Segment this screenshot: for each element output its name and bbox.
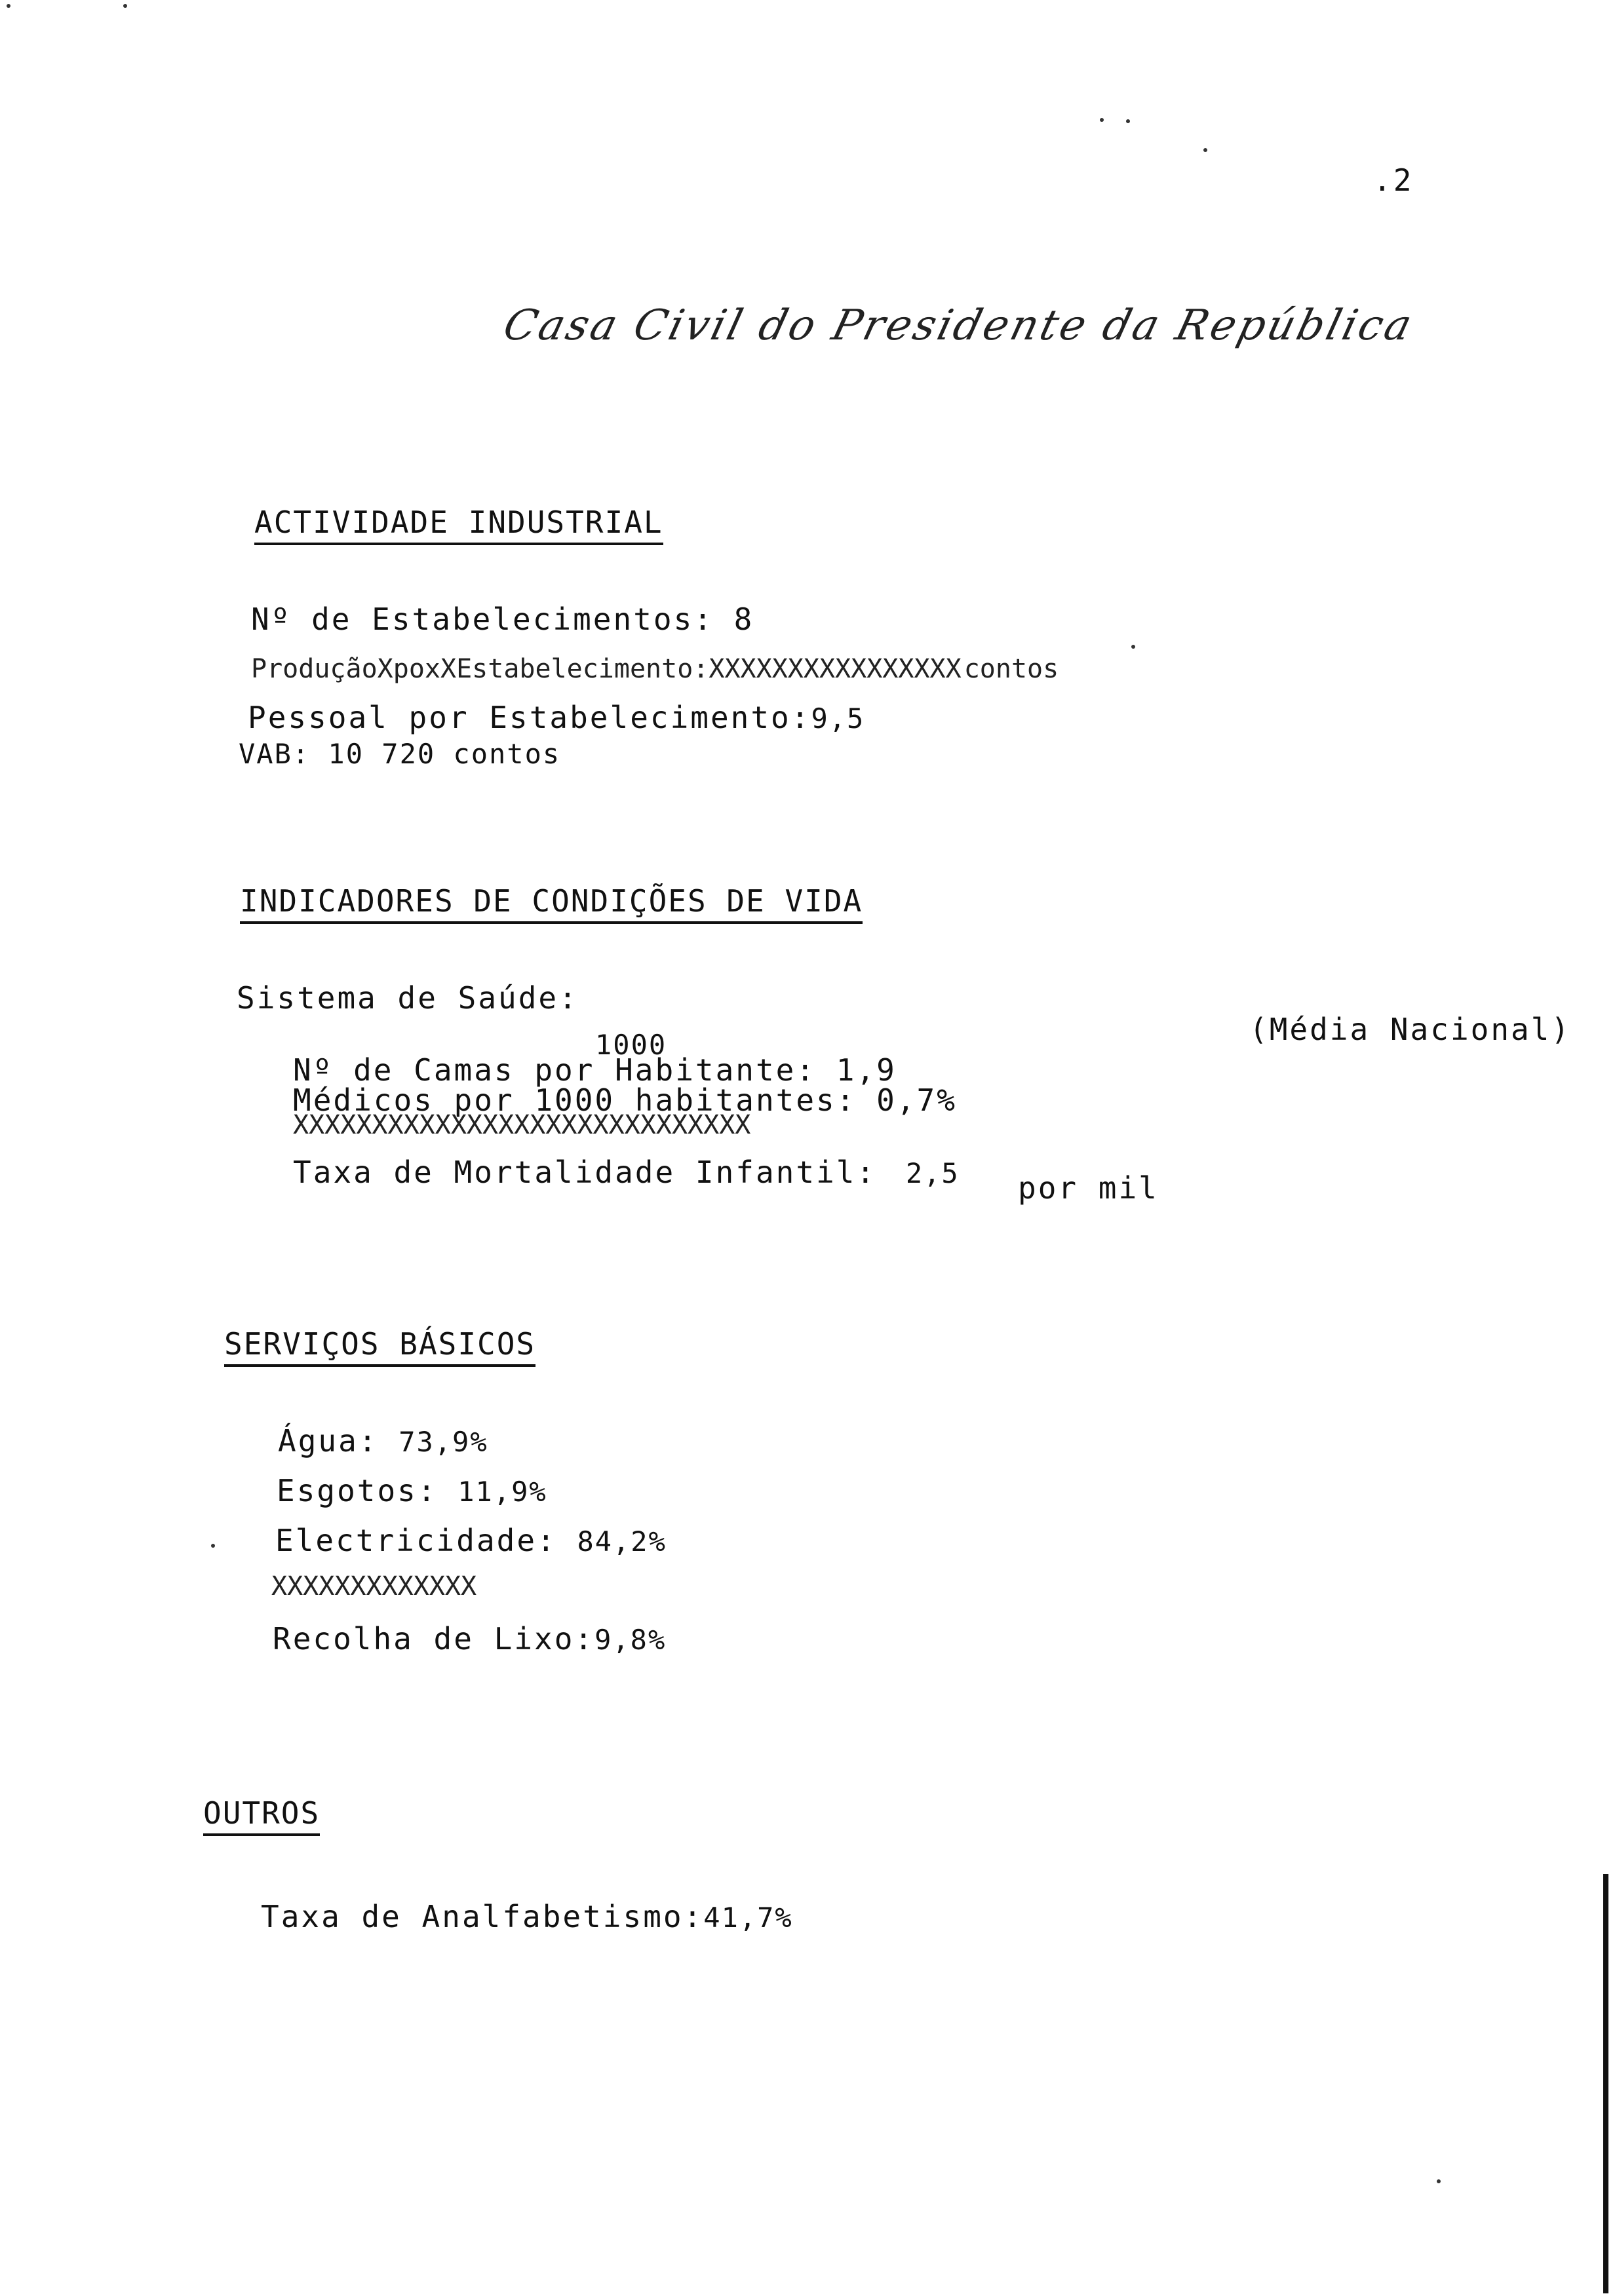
illiteracy-value: 41,7% [703, 1902, 793, 1934]
staff-value: 9,5 [811, 702, 865, 735]
illiteracy-label: Taxa de Analfabetismo: [261, 1899, 704, 1934]
struck-out-line-living: XXXXXXXXXXXXXXXXXXXXXXXXXXXXX [293, 1110, 751, 1140]
scan-speck [7, 4, 10, 8]
struck-out-line-services: XXXXXXXXXXXXX [271, 1571, 477, 1601]
infant-mortality-label: Taxa de Mortalidade Infantil: [293, 1155, 877, 1190]
sewage-row [277, 1473, 547, 1508]
letterhead: Casa Civil do Presidente da República [498, 301, 1419, 350]
scan-speck [1100, 118, 1104, 122]
electricity-label: Electricidade: [275, 1523, 557, 1558]
scan-speck [1126, 119, 1130, 123]
scan-speck [123, 4, 127, 8]
garbage-row [273, 1621, 666, 1656]
scan-speck [1203, 148, 1207, 152]
sewage-value: 11,9% [457, 1476, 547, 1508]
water-value: 73,9% [399, 1426, 488, 1458]
scan-edge-line [1603, 1874, 1608, 2293]
infant-mortality-value: 2,5 [905, 1157, 960, 1189]
struck-out-suffix: contos [963, 654, 1059, 684]
scan-speck [1131, 645, 1135, 649]
garbage-value: 9,8% [594, 1624, 667, 1656]
garbage-label: Recolha de Lixo: [273, 1621, 595, 1656]
scan-speck [1437, 2179, 1441, 2183]
struck-out-line [251, 654, 1059, 684]
beds-per-inhabitant: Nº de Camas por Habitante: 1,9 [293, 1052, 897, 1088]
establishments-count: Nº de Estabelecimentos: 8 [251, 602, 754, 637]
page-number: .2 [1373, 163, 1414, 198]
national-average-label: (Média Nacional) [1249, 1012, 1572, 1047]
section-heading-others: OUTROS [203, 1795, 320, 1836]
section-heading-industrial: ACTIVIDADE INDUSTRIAL [254, 505, 663, 545]
water-row [278, 1423, 488, 1459]
vab-value: VAB: 10 720 contos [239, 738, 561, 770]
sewage-label: Esgotos: [277, 1473, 438, 1508]
health-system-label: Sistema de Saúde: [237, 980, 579, 1016]
section-heading-basic-services: SERVIÇOS BÁSICOS [224, 1326, 535, 1367]
electricity-row [275, 1523, 667, 1558]
struck-out-text: ProduçãoXpoxXEstabelecimento:XXXXXXXXXXXXXXXX [251, 654, 962, 684]
staff-label: Pessoal por Estabelecimento: [248, 700, 811, 735]
per-mil-unit: por mil [1018, 1170, 1159, 1206]
staff-per-establishment [248, 700, 865, 735]
water-label: Água: [278, 1423, 379, 1459]
electricity-value: 84,2% [577, 1525, 667, 1558]
infant-mortality [293, 1155, 960, 1190]
doctors-per-1000: Médicos por 1000 habitantes: 0,7% [293, 1082, 957, 1118]
beds-superscript: 1000 [595, 1029, 667, 1061]
section-heading-living-conditions: INDICADORES DE CONDIÇÕES DE VIDA [240, 883, 863, 924]
scan-speck [211, 1544, 215, 1548]
illiteracy-row [261, 1899, 793, 1934]
